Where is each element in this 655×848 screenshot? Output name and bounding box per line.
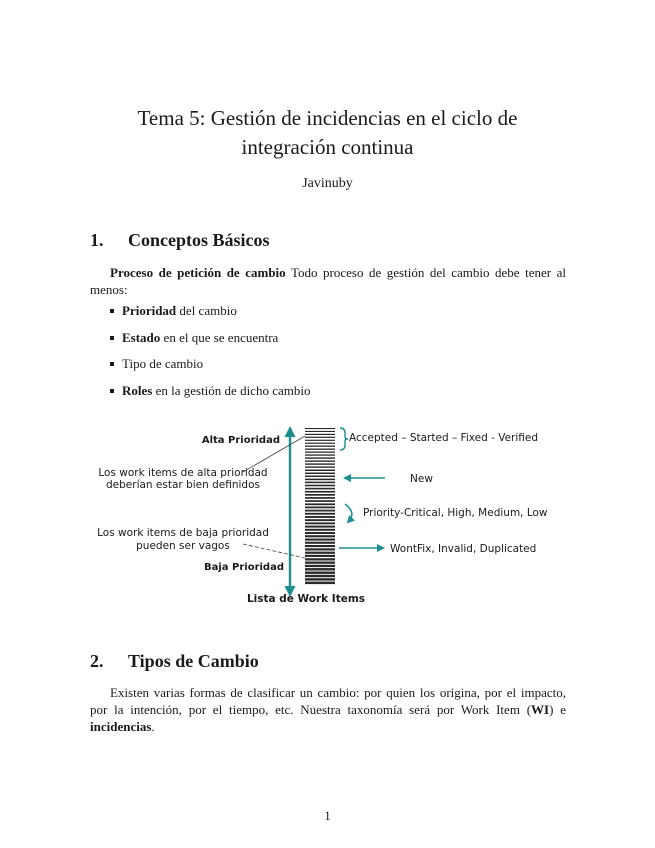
list-item-bold: Estado: [122, 329, 161, 345]
list-item-text: en la gestión de dicho cambio: [152, 382, 311, 398]
section-2-text-a: Existen varias formas de clasificar un cambio: por quien los origina, por el impacto, por la intención, por el tiempo, etc. Nuestra taxonomía será por Work Item (: [90, 685, 566, 717]
work-item-bar: [305, 578, 335, 580]
list-item-text: en el que se encuentra: [160, 329, 279, 345]
bullet-square-icon: [110, 389, 114, 393]
work-item-bar: [305, 443, 335, 444]
list-item-text: Tipo de cambio: [122, 356, 204, 371]
states-label: Accepted – Started – Fixed - Verified: [349, 432, 539, 444]
requirements-list: [110, 302, 310, 408]
work-item-bar: [305, 526, 335, 528]
work-item-bar: [305, 548, 335, 550]
work-item-bar: [305, 497, 335, 499]
work-item-bar: [305, 565, 335, 567]
bullet-square-icon: [110, 309, 114, 313]
list-item: [110, 382, 310, 409]
work-item-bar: [305, 535, 335, 537]
work-item-bar: [305, 491, 335, 493]
work-item-bar: [305, 428, 335, 429]
work-item-bar: [305, 582, 335, 585]
title-line-2: integración continua: [241, 135, 414, 159]
work-item-bar: [305, 470, 335, 472]
work-item-bar: [305, 473, 335, 475]
work-item-bar: [305, 457, 335, 458]
list-item: [110, 302, 310, 329]
priority-axis-arrow: [285, 426, 296, 597]
section-2-paragraph: [90, 684, 566, 735]
work-item-bar: [305, 575, 335, 577]
work-item-bar: [305, 437, 335, 438]
section-2-text-c: .: [151, 719, 155, 734]
work-item-bar: [305, 545, 335, 547]
work-item-bar: [305, 529, 335, 531]
work-item-bar: [305, 507, 335, 509]
work-item-bar: [305, 510, 335, 512]
work-item-bar: [305, 519, 335, 521]
work-item-bar: [305, 482, 335, 484]
work-item-bar: [305, 434, 335, 435]
work-item-bar: [305, 532, 335, 534]
list-item: [110, 329, 310, 356]
priority-curved-arrow-icon: [345, 504, 352, 522]
section-1-title: Conceptos Básicos: [128, 230, 270, 250]
work-item-bar: [305, 494, 335, 496]
work-item-bar: [305, 454, 335, 455]
bullet-square-icon: [110, 362, 114, 366]
work-item-bar: [305, 431, 335, 432]
new-label: New: [410, 473, 433, 485]
work-item-bar: [305, 572, 335, 574]
work-item-bar: [305, 552, 335, 554]
work-item-bar: [305, 446, 335, 447]
work-item-bar: [305, 488, 335, 490]
low-priority-note-line-2: pueden ser vagos: [136, 540, 230, 552]
work-item-bar: [305, 539, 335, 541]
priorities-label: Priority-Critical, High, Medium, Low: [363, 507, 548, 519]
section-2-text-b: ) e: [549, 702, 566, 717]
section-2-heading: [90, 651, 259, 672]
low-priority-label: Baja Prioridad: [203, 562, 284, 573]
work-item-bar: [305, 460, 335, 461]
high-priority-note-line-1: Los work items de alta prioridad: [98, 467, 268, 479]
list-item: [110, 355, 310, 382]
page-number: 1: [324, 808, 331, 823]
work-item-bar: [305, 542, 335, 544]
section-1-intro: [90, 264, 566, 298]
work-item-bar: [305, 562, 335, 564]
work-items-diagram: [95, 418, 565, 613]
work-item-bar: [305, 500, 335, 502]
author: Javinuby: [302, 176, 353, 191]
work-item-bar: [305, 463, 335, 464]
states-brace-icon: [340, 428, 348, 450]
work-item-bar: [305, 568, 335, 570]
work-item-bar: [305, 558, 335, 560]
list-item-bold: Roles: [122, 382, 153, 398]
work-item-bar: [305, 440, 335, 441]
section-1-number: 1.: [90, 230, 104, 250]
figure-caption: Lista de Work Items: [246, 593, 366, 605]
work-item-bar: [305, 476, 335, 478]
work-item-bar: [305, 479, 335, 481]
work-item-bar: [305, 485, 335, 487]
work-item-bar: [305, 466, 335, 467]
work-item-bar: [305, 522, 335, 524]
incidencias-term: incidencias: [90, 719, 152, 734]
work-item-bar: [305, 449, 335, 450]
work-item-bar: [305, 452, 335, 453]
low-note-connector: [243, 544, 305, 558]
bullet-square-icon: [110, 336, 114, 340]
high-priority-label: Alta Prioridad: [201, 435, 280, 446]
work-item-bar: [305, 513, 335, 515]
low-priority-note-line-1: Los work items de baja prioridad: [97, 527, 269, 539]
closed-states-label: WontFix, Invalid, Duplicated: [390, 543, 537, 555]
title-line-1: Tema 5: Gestión de incidencias en el ciclo de: [137, 106, 518, 130]
list-item-bold: Prioridad: [122, 303, 177, 318]
section-1-heading: [90, 230, 270, 251]
high-priority-note-line-2: deberían estar bien definidos: [106, 479, 260, 491]
section-2-title: Tipos de Cambio: [128, 651, 259, 671]
work-item-bar: [305, 555, 335, 557]
intro-text: Todo proceso de gestión del cambio debe tener al menos:: [90, 265, 566, 297]
work-item-bar: [305, 516, 335, 518]
document-title: [0, 104, 655, 162]
intro-term: Proceso de petición de cambio: [110, 265, 286, 280]
work-item-bar: [305, 503, 335, 505]
work-items-stack: [305, 428, 335, 584]
list-item-text: del cambio: [176, 303, 237, 318]
wi-abbreviation: WI: [531, 702, 550, 717]
section-2-number: 2.: [90, 651, 104, 671]
